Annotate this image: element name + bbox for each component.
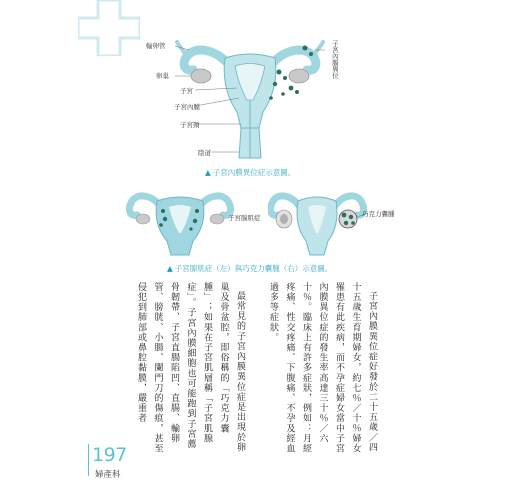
chapter-title: 婦產科 [95, 470, 121, 480]
body-paragraph-2: 最常見的子宮內膜異位症是出現於卵巢及骨盆腔，即俗稱的「巧克力囊腫」；如果在子宮肌層稱「子宮肌腺症」。子宮內膜細胞也可能跑到子宮薦骨韌帶、子宮直腸陷凹、直腸、輸卵管、膀胱、小腸、闌門刀的傷痕，甚至侵犯到肺部或鼻腔黏膜，嚴重者 [136, 282, 245, 454]
label-endometrium: 子宮內膜 [174, 103, 200, 111]
label-adenomyosis: 子宮腺肌症 [228, 214, 261, 222]
label-ectopic-endometrium: 子宮內膜異位 [330, 40, 339, 79]
figure1-caption: ▲ 子宮內膜異位症示意圖。 [205, 168, 296, 177]
label-vagina: 陰道 [198, 149, 211, 157]
label-fallopian-tube: 輸卵管 [146, 42, 166, 50]
label-cervix: 子宮頸 [180, 121, 200, 129]
caption-triangle-icon: ▲ [167, 264, 173, 273]
label-uterus: 子宮 [180, 87, 193, 95]
body-paragraph-1: 子宮內膜異位症好發於二十五歲／四十五歲生育期婦女，約七％／十％婦女罹患有此疾病，而不孕症婦女當中子宮內膜異位症的發生率高達三十％／六十％。臨床上有許多症狀，例如：月經疼痛、性交疼痛、下腹痛、不孕及經血過多等症狀。 [268, 282, 377, 454]
decorative-cross-icon [78, 0, 140, 56]
page-number: 197 [92, 444, 127, 466]
body-text [136, 282, 380, 457]
figure2-caption: ▲ 子宮腺肌症（左）與巧克力囊腫（右）示意圖。 [167, 264, 333, 273]
caption-triangle-icon: ▲ [205, 168, 211, 177]
adenomyosis-figure [125, 185, 235, 257]
endometriosis-figure [175, 28, 325, 163]
chocolate-cyst-figure [268, 185, 368, 257]
label-ovary: 卵巢 [156, 72, 169, 80]
label-chocolate-cyst: 巧克力囊腫 [362, 210, 395, 218]
footer-divider [88, 444, 89, 476]
